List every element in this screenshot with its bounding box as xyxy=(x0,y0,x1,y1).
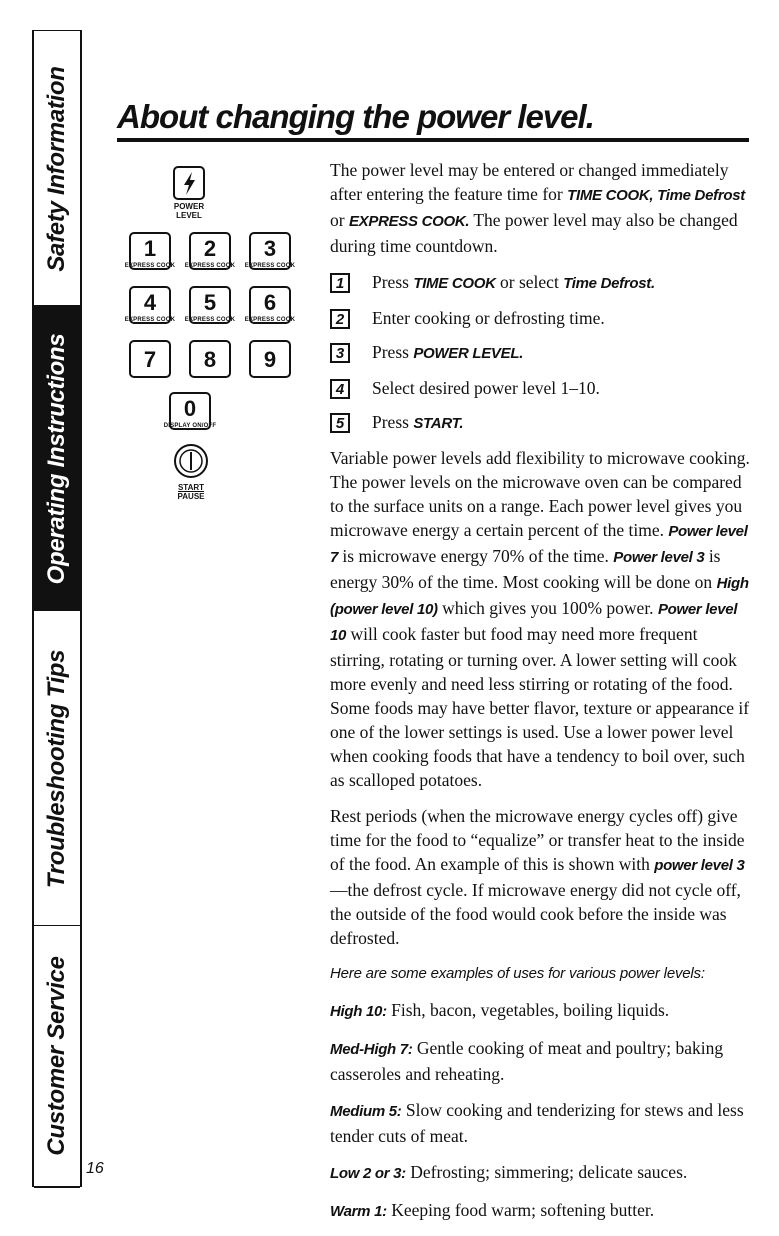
examples-heading: Here are some examples of uses for various power levels: xyxy=(330,965,705,982)
section-sidebar xyxy=(32,30,82,1187)
step-item: 3 Press POWER LEVEL. xyxy=(330,340,755,366)
express-cook-label: EXPRESS COOK xyxy=(244,317,296,323)
express-cook-label: EXPRESS COOK xyxy=(124,317,176,323)
tab-label: Customer Service xyxy=(43,956,70,1156)
example-item: Warm 1: Keeping food warm; softening butter. xyxy=(330,1200,655,1220)
key-8: 8 xyxy=(189,340,231,378)
tab-label: Safety Information xyxy=(43,65,70,272)
page-number: 16 xyxy=(86,1160,104,1177)
key-3: 3 xyxy=(249,232,291,270)
express-cook-label: EXPRESS COOK xyxy=(124,263,176,269)
step-item: 5 Press START. xyxy=(330,410,755,436)
express-cook-label: EXPRESS COOK xyxy=(184,263,236,269)
key-9: 9 xyxy=(249,340,291,378)
tab-label: Troubleshooting Tips xyxy=(43,649,70,888)
example-item: Medium 5: Slow cooking and tenderizing for stews and less tender cuts of meat. xyxy=(330,1100,744,1146)
tab-safety-information[interactable] xyxy=(34,30,80,306)
tab-troubleshooting-tips[interactable] xyxy=(34,610,80,926)
step-number: 4 xyxy=(330,379,350,399)
key-2: 2 xyxy=(189,232,231,270)
steps-list xyxy=(330,270,755,436)
step-number: 1 xyxy=(330,273,350,293)
key-6: 6 xyxy=(249,286,291,324)
express-cook-label: EXPRESS COOK xyxy=(244,263,296,269)
start-label: START xyxy=(177,483,205,492)
express-cook-label: EXPRESS COOK xyxy=(184,317,236,323)
lightning-icon xyxy=(175,168,203,198)
keypad-illustration xyxy=(115,160,315,520)
page-title: About changing the power level. xyxy=(117,98,594,135)
step-number: 5 xyxy=(330,413,350,433)
key-7: 7 xyxy=(129,340,171,378)
example-item: Med-High 7: Gentle cooking of meat and poultry; baking casseroles and reheating. xyxy=(330,1038,724,1084)
main-content xyxy=(330,158,755,1236)
tab-customer-service[interactable] xyxy=(34,925,80,1188)
title-rule xyxy=(117,138,749,142)
tab-operating-instructions[interactable] xyxy=(34,305,80,611)
example-item: High 10: Fish, bacon, vegetables, boiling liquids. xyxy=(330,1000,670,1020)
intro-paragraph: The power level may be entered or changed immediately after entering the feature time for TIME COOK, Time Defrost or EXPRESS COOK. The power level may also be changed during time countdown. xyxy=(330,160,745,256)
key-1: 1 xyxy=(129,232,171,270)
key-5: 5 xyxy=(189,286,231,324)
step-number: 2 xyxy=(330,309,350,329)
step-item: 2 Enter cooking or defrosting time. xyxy=(330,306,755,330)
power-levels-paragraph: Variable power levels add flexibility to microwave cooking. The power levels on the microwave oven can be compared to the surface units on a range. Each power level gives you microwave energy a certain percent of the time. Power level 7 is microwave energy 70% of the time. Power level 3 is energy 30% of the time. Most cooking will be done on High (power level 10) which gives you 100% power. Power level 10 will cook faster but food may need more frequent stirring, rotating or turning over. A lower setting will cook more evenly and need less stirring or rotating of the food. Some foods may have better flavor, texture or appearance if one of the lower settings is used. Use a lower power level when cooking foods that have a tendency to boil over, such as scalloped potatoes. xyxy=(330,448,750,790)
tab-label: Operating Instructions xyxy=(43,333,70,584)
key-0: 0 xyxy=(169,392,211,430)
key-4: 4 xyxy=(129,286,171,324)
example-item: Low 2 or 3: Defrosting; simmering; delicate sauces. xyxy=(330,1162,688,1182)
power-level-label: POWER LEVEL xyxy=(173,202,205,220)
step-number: 3 xyxy=(330,343,350,363)
rest-periods-paragraph: Rest periods (when the microwave energy cycles off) give time for the food to “equalize” or transfer heat to the inside of the food. An example of this is shown with power level 3—the defrost cycle. If microwave energy did not cycle off, the outside of the food would cook before the inside was defrosted. xyxy=(330,806,745,948)
display-on-off-label: DISPLAY ON/OFF xyxy=(163,423,217,429)
pause-label: PAUSE xyxy=(177,492,205,501)
power-level-key xyxy=(173,166,205,200)
start-pause-icon xyxy=(173,443,209,479)
step-item: 1 Press TIME COOK or select Time Defrost. xyxy=(330,270,755,296)
step-item: 4 Select desired power level 1–10. xyxy=(330,376,755,400)
